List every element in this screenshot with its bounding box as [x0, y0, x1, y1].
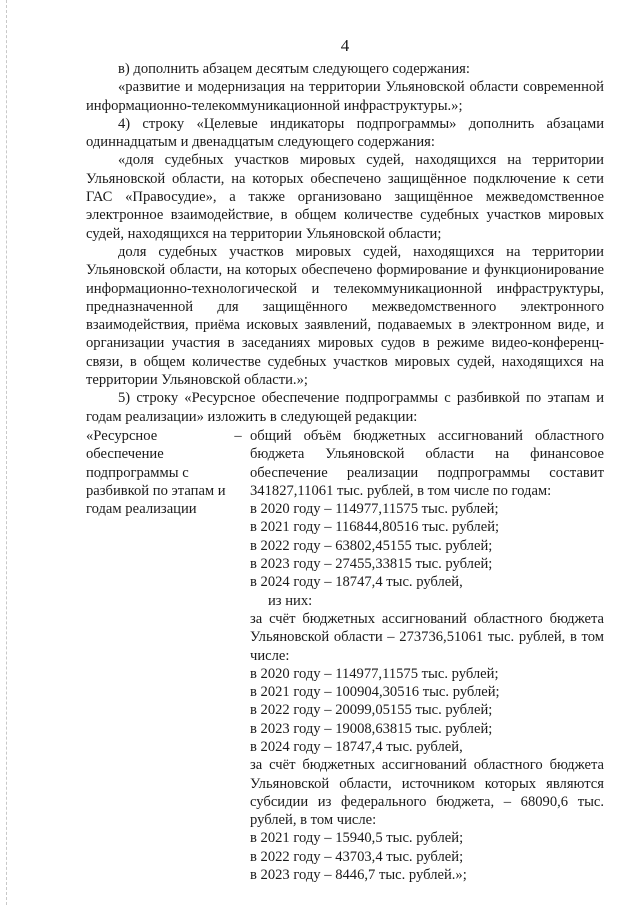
year-line: в 2022 году – 43703,4 тыс. рублей;	[250, 848, 464, 865]
table-dash: –	[234, 427, 242, 444]
funding-intro: общий объём бюджетных ассигнований областного бюджета Ульяновской области на финансовое обеспечение реализации подпрограммы составит 341827,11061 тыс. рублей, в том числе по годам:	[250, 427, 604, 499]
margin-line	[6, 0, 7, 905]
table-row-label: «Ресурсное обеспечение подпрограммы с разбивкой по этапам и годам реализации	[86, 427, 226, 518]
federal-funding-intro: за счёт бюджетных ассигнований областного бюджета Ульяновской области, источником которых являются субсидии из федерального бюджета, – 68090,6 тыс. рублей, в том числе:	[250, 757, 604, 829]
document-body	[86, 60, 604, 884]
of-them-label: из них:	[268, 592, 313, 609]
year-line: в 2022 году – 20099,05155 тыс. рублей;	[250, 702, 493, 719]
table-row-content	[250, 427, 604, 884]
year-line: в 2020 году – 114977,11575 тыс. рублей;	[250, 665, 499, 682]
paragraph: в) дополнить абзацем десятым следующего содержания:	[118, 61, 470, 77]
page-number: 4	[340, 36, 350, 55]
year-line: в 2021 году – 15940,5 тыс. рублей;	[250, 830, 464, 847]
year-line: в 2022 году – 63802,45155 тыс. рублей;	[250, 537, 493, 554]
regional-funding-intro: за счёт бюджетных ассигнований областного бюджета Ульяновской области – 273736,51061 тыс. рублей, в том числе:	[250, 610, 604, 664]
paragraph: «доля судебных участков мировых судей, находящихся на территории Ульяновской области, на которых обеспечено защищённое подключение к сети ГАС «Правосудие», а также организовано защищённое межведомственное электронное взаимодействие, в общем количестве судебных участков мировых судей, находящихся на территории Ульяновской области;	[86, 152, 604, 242]
year-line: в 2023 году – 8446,7 тыс. рублей.»;	[250, 867, 467, 884]
year-line: в 2024 году – 18747,4 тыс. рублей,	[250, 738, 463, 755]
year-line: в 2021 году – 100904,30516 тыс. рублей;	[250, 684, 500, 701]
paragraph: 5) строку «Ресурсное обеспечение подпрограммы с разбивкой по этапам и годам реализации» изложить в следующей редакции:	[86, 390, 604, 425]
year-line: в 2020 году – 114977,11575 тыс. рублей;	[250, 501, 499, 518]
year-line: в 2021 году – 116844,80516 тыс. рублей;	[250, 519, 500, 536]
paragraph: 4) строку «Целевые индикаторы подпрограммы» дополнить абзацами одиннадцатым и двенадцатым следующего содержания:	[86, 115, 604, 151]
year-line: в 2023 году – 19008,63815 тыс. рублей;	[250, 720, 493, 737]
paragraph: «развитие и модернизация на территории Ульяновской области современной информационно-телекоммуникационной инфраструктуры.»;	[86, 79, 604, 114]
resource-table	[86, 427, 604, 884]
year-line: в 2024 году – 18747,4 тыс. рублей,	[250, 574, 463, 591]
year-line: в 2023 году – 27455,33815 тыс. рублей;	[250, 556, 493, 573]
paragraph: доля судебных участков мировых судей, находящихся на территории Ульяновской области, на которых обеспечено формирование и функционирование информационно-технологической и телекоммуникационной инфраструктуры, предназначенной для защищённого межведомственного электронного взаимодействия, приёма исковых заявлений, подаваемых в электронном виде, и организации участия в заседаниях мировых судов в режиме видео-конференц-связи, в общем количестве судебных участков мировых судей, находящихся на территории Ульяновской области.»;	[86, 243, 604, 389]
